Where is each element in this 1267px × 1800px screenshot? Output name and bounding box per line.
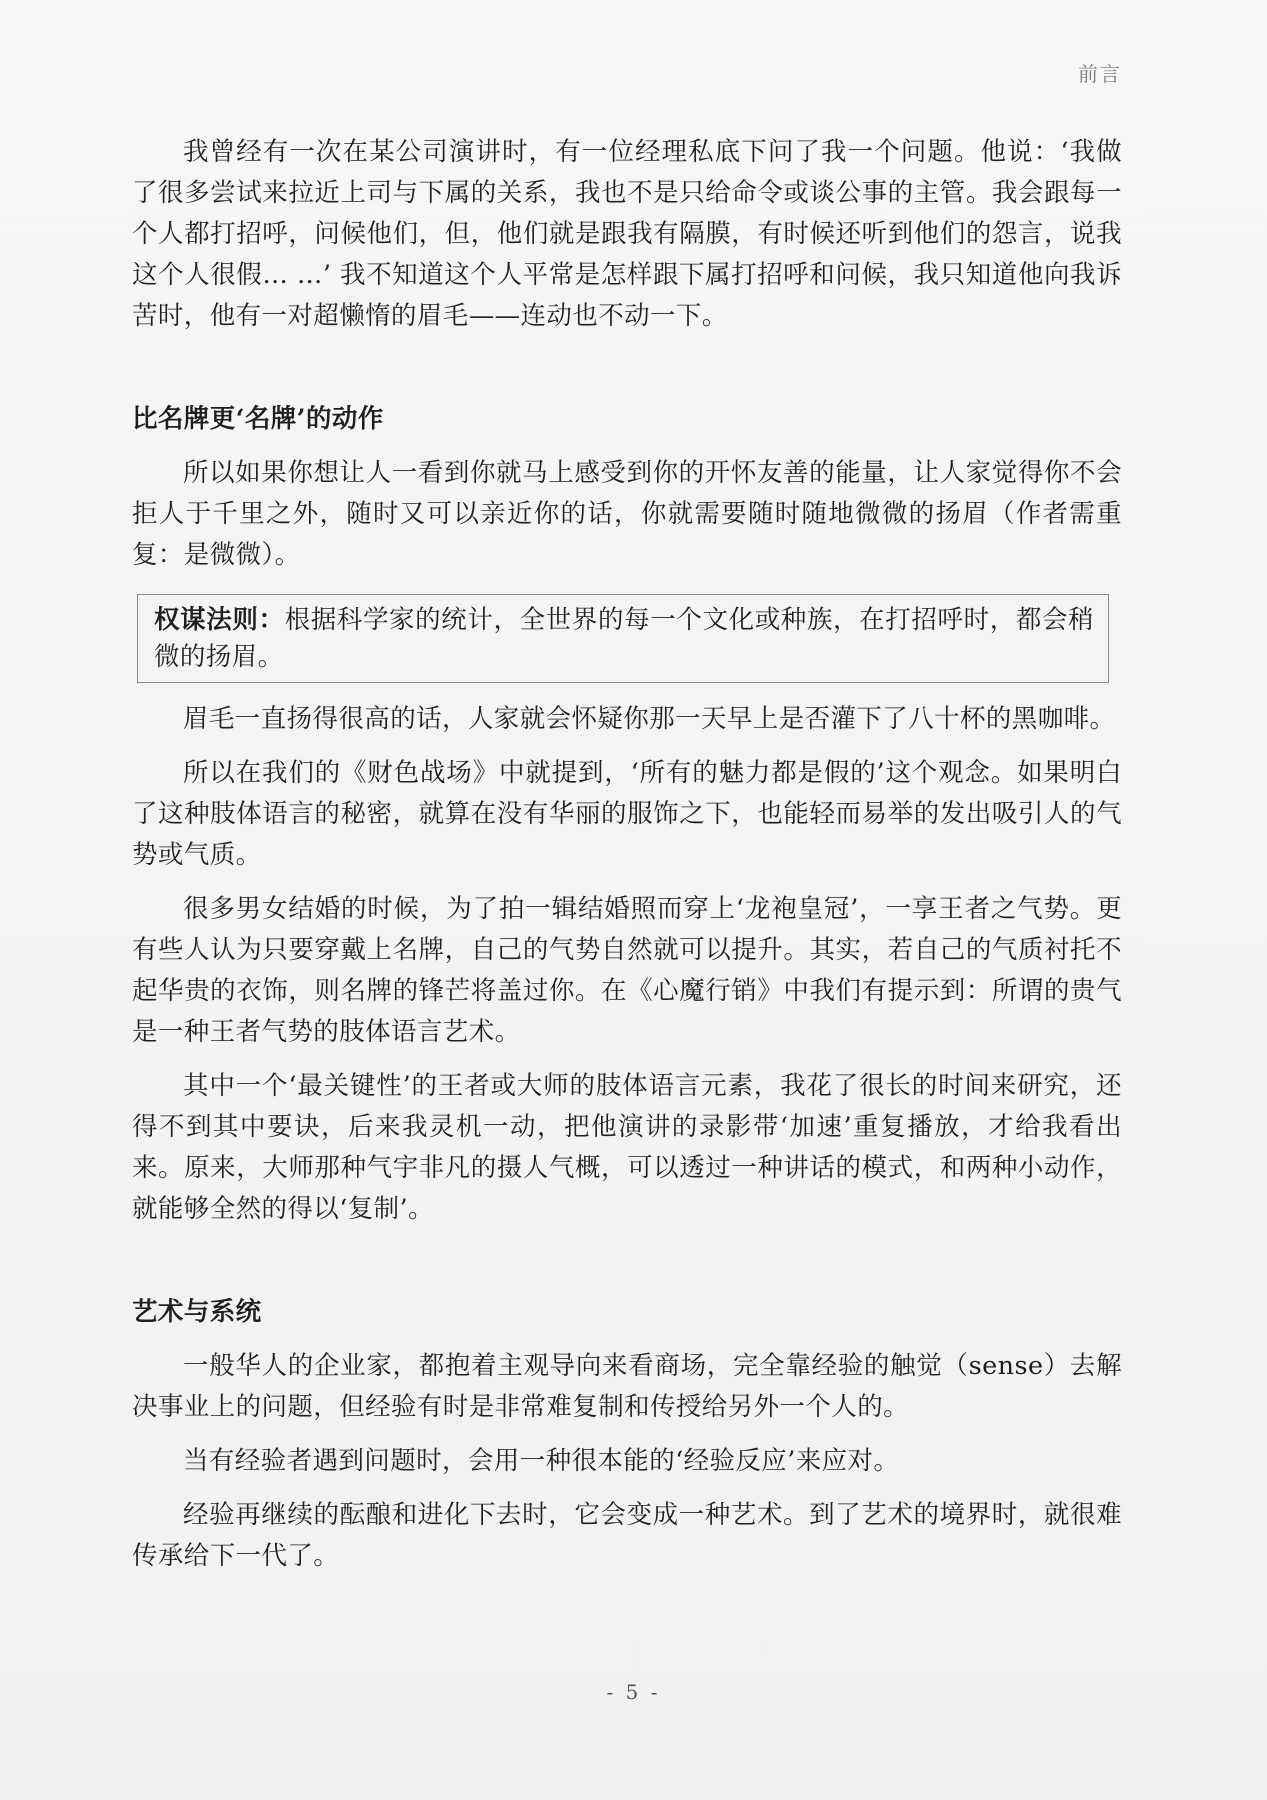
rule-label: 权谋法则： [154, 605, 285, 635]
paragraph: 我曾经有一次在某公司演讲时，有一位经理私底下问了我一个问题。他说：‘我做了很多尝试来拉近上司与下属的关系，我也不是只给命令或谈公事的主管。我会跟每一个人都打招呼，问候他们，但，他们就是跟我有隔膜，有时候还听到他们的怨言，说我这个人很假… …’ 我不知道这个人平常是怎样跟下属打招呼和问候，我只知道他向我诉苦时，他有一对超懒惰的眉毛——连动也不动一下。 [132, 137, 1122, 331]
paragraph: 经验再继续的酝酿和进化下去时，它会变成一种艺术。到了艺术的境界时，就很难传承给下一代了。 [132, 1500, 1122, 1571]
page-number: - 5 - [606, 1680, 661, 1704]
paragraph: 其中一个‘最关键性’的王者或大师的肢体语言元素，我花了很长的时间来研究，还得不到其中要诀，后来我灵机一动，把他演讲的录影带‘加速’重复播放，才给我看出来。原来，大师那种气宇非凡的摄人气概，可以透过一种讲话的模式，和两种小动作，就能够全然的得以‘复制’。 [132, 1071, 1122, 1224]
running-head: 前言 [1078, 62, 1122, 86]
paragraph: 所以在我们的《财色战场》中就提到，‘所有的魅力都是假的’这个观念。如果明白了这种肢体语言的秘密，就算在没有华丽的服饰之下，也能轻而易举的发出吸引人的气势或气质。 [132, 758, 1122, 870]
section-heading-art-and-system: 艺术与系统 [132, 1297, 262, 1327]
section-heading-brand-gesture: 比名牌更‘名牌’的动作 [132, 404, 384, 434]
paragraph: 很多男女结婚的时候，为了拍一辑结婚照而穿上‘龙袍皇冠’，一享王者之气势。更有些人认为只要穿戴上名牌，自己的气势自然就可以提升。其实，若自己的气质衬托不起华贵的衣饰，则名牌的锋芒将盖过你。在《心魔行销》中我们有提示到：所谓的贵气是一种王者气势的肢体语言艺术。 [132, 894, 1122, 1047]
paragraph: 当有经验者遇到问题时，会用一种很本能的‘经验反应’来应对。 [183, 1446, 900, 1476]
page-content [132, 132, 1122, 1577]
paragraph: 眉毛一直扬得很高的话，人家就会怀疑你那一天早上是否灌下了八十杯的黑咖啡。 [183, 704, 1116, 734]
rule-text: 根据科学家的统计，全世界的每一个文化或种族，在打招呼时，都会稍微的扬眉。 [154, 605, 1094, 672]
paragraph: 一般华人的企业家，都抱着主观导向来看商场，完全靠经验的触觉（sense）去解决事业上的问题，但经验有时是非常难复制和传授给另外一个人的。 [132, 1351, 1122, 1422]
rule-callout-text [154, 602, 1094, 676]
paragraph: 所以如果你想让人一看到你就马上感受到你的开怀友善的能量，让人家觉得你不会拒人于千里之外，随时又可以亲近你的话，你就需要随时随地微微的扬眉（作者需重复：是微微）。 [132, 458, 1122, 570]
rule-callout-box [137, 594, 1109, 683]
